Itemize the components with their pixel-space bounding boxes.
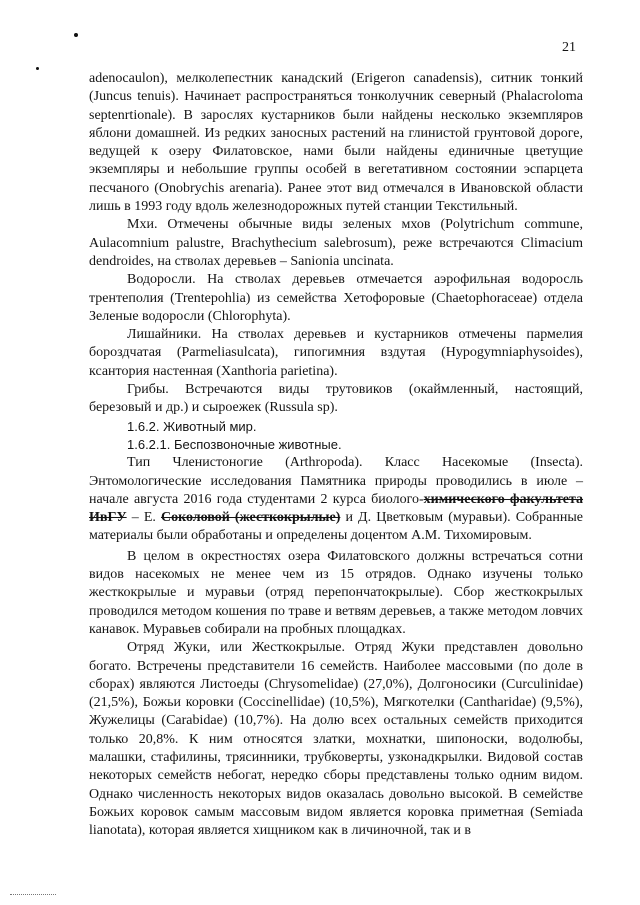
paragraph-lichens: Лишайники. На стволах деревьев и кустарников отмечены пармелия бороздчатая (Parmeliasulcata), гипогимния вздутая (Hypogymniaphysoides), ксантория настенная (Xanthoria parietina). [89,327,583,379]
scan-mark-dot [74,33,78,37]
subheading-invertebrates: 1.6.2.1. Беспозвоночные животные. [127,436,342,452]
struck-text: химического факультета ИвГУ [89,491,584,526]
page-number: 21 [562,40,576,55]
document-body [89,70,583,840]
text-run: и Д. Цветковым (муравьи). Собранные материалы были обработаны и определены доцентом А.М. Тихомировым. [89,510,583,544]
scan-footer-dots [10,894,56,896]
subheading-animal-world: 1.6.2. Животный мир. [127,418,257,434]
paragraph-beetles: Отряд Жуки, или Жесткокрылые. Отряд Жуки представлен довольно богато. Встречены представители 16 семейств. Наиболее массовыми (по доле в сборах) являются Листоеды (Chrysomelidae) (27,0%), Долгоносики (Curculinidae) (21,5%), Божьи коровки (Coccinellidae) (10,5%), Мягкотелки (Cantharidae) (9,5%), Жужелицы (Carabidae) (10,7%). На долю всех остальных семейств приходится только 20,8%. К ним относятся златки, мохнатки, шипоноски, водолюбы, малашки, стафилины, трясинники, трубковерты, узконадкрылки. Видовой состав некоторых семейств небогат, нередко сборы представлены только одним видом. Однако численность некоторых видов оказалась довольно высокой. В семействе Божьих коровок самым массовым видом является коровка приметная (Semiada lianotata), которая является хищником как в личиночной, так и в [89,640,583,839]
paragraph: adenocaulon), мелколепестник канадский (Erigeron canadensis), ситник тонкий (Juncus tenuis). Начинает распространяться тонколучник северный (Phalacroloma septenrtionale). В зарослях кустарников были найдены несколько экземпляров яблони домашней. Из редких заносных растений на глинистой грунтовой дороге, ведущей к озеру Филатовское, нами были найдены единичные цветущие экземпляры и небольшие группы особей в вегетативном состоянии эспарцета песчаного (Onobrychis arenaria). Ранее этот вид отмечался в Ивановской области лишь в 1993 году вдоль железнодорожных путей станции Текстильный. [89,71,583,215]
text-run: – Е. [126,510,161,526]
struck-text: Соколовой (жесткокрылые) [160,510,341,526]
paragraph-mosses: Мхи. Отмечены обычные виды зеленых мхов (Polytrichum commune, Aulacomnium palustre, Brachythecium salebrosum), реже встречаются Climacium dendroides, на стволах деревьев – Sanionia uncinata. [89,217,583,269]
paragraph-insects-overview: В целом в окрестностях озера Филатовского должны встречаться сотни видов насекомых не менее чем из 15 отрядов. Однако изучены только жесткокрылые и муравьи (отряд перепончатокрылые). Сбор жесткокрылых проводился методом кошения по траве и ветвям деревьев, а также методом ловчих канавок. Муравьев собирали на пробных площадках. [89,548,583,637]
paragraph-algae: Водоросли. На стволах деревьев отмечается аэрофильная водоросль трентеполия (Trentepohlia) из семейства Хетофоровые (Chaetophoraceae) отдела Зеленые водоросли (Chlorophyta). [89,272,583,324]
paragraph-fungi: Грибы. Встречаются виды трутовиков (окаймленный, настоящий, березовый и др.) и сыроежек (Russula sp). [89,382,583,416]
text-run: Тип Членистоногие (Arthropoda). Класс Насекомые (Insecta). Энтомологические исследования Памятника природы проводились в июле – начале августа 2016 года студентами 2 курса биолого- [89,455,583,507]
paragraph-arthropoda [89,454,583,545]
scan-mark-dot [36,67,39,70]
